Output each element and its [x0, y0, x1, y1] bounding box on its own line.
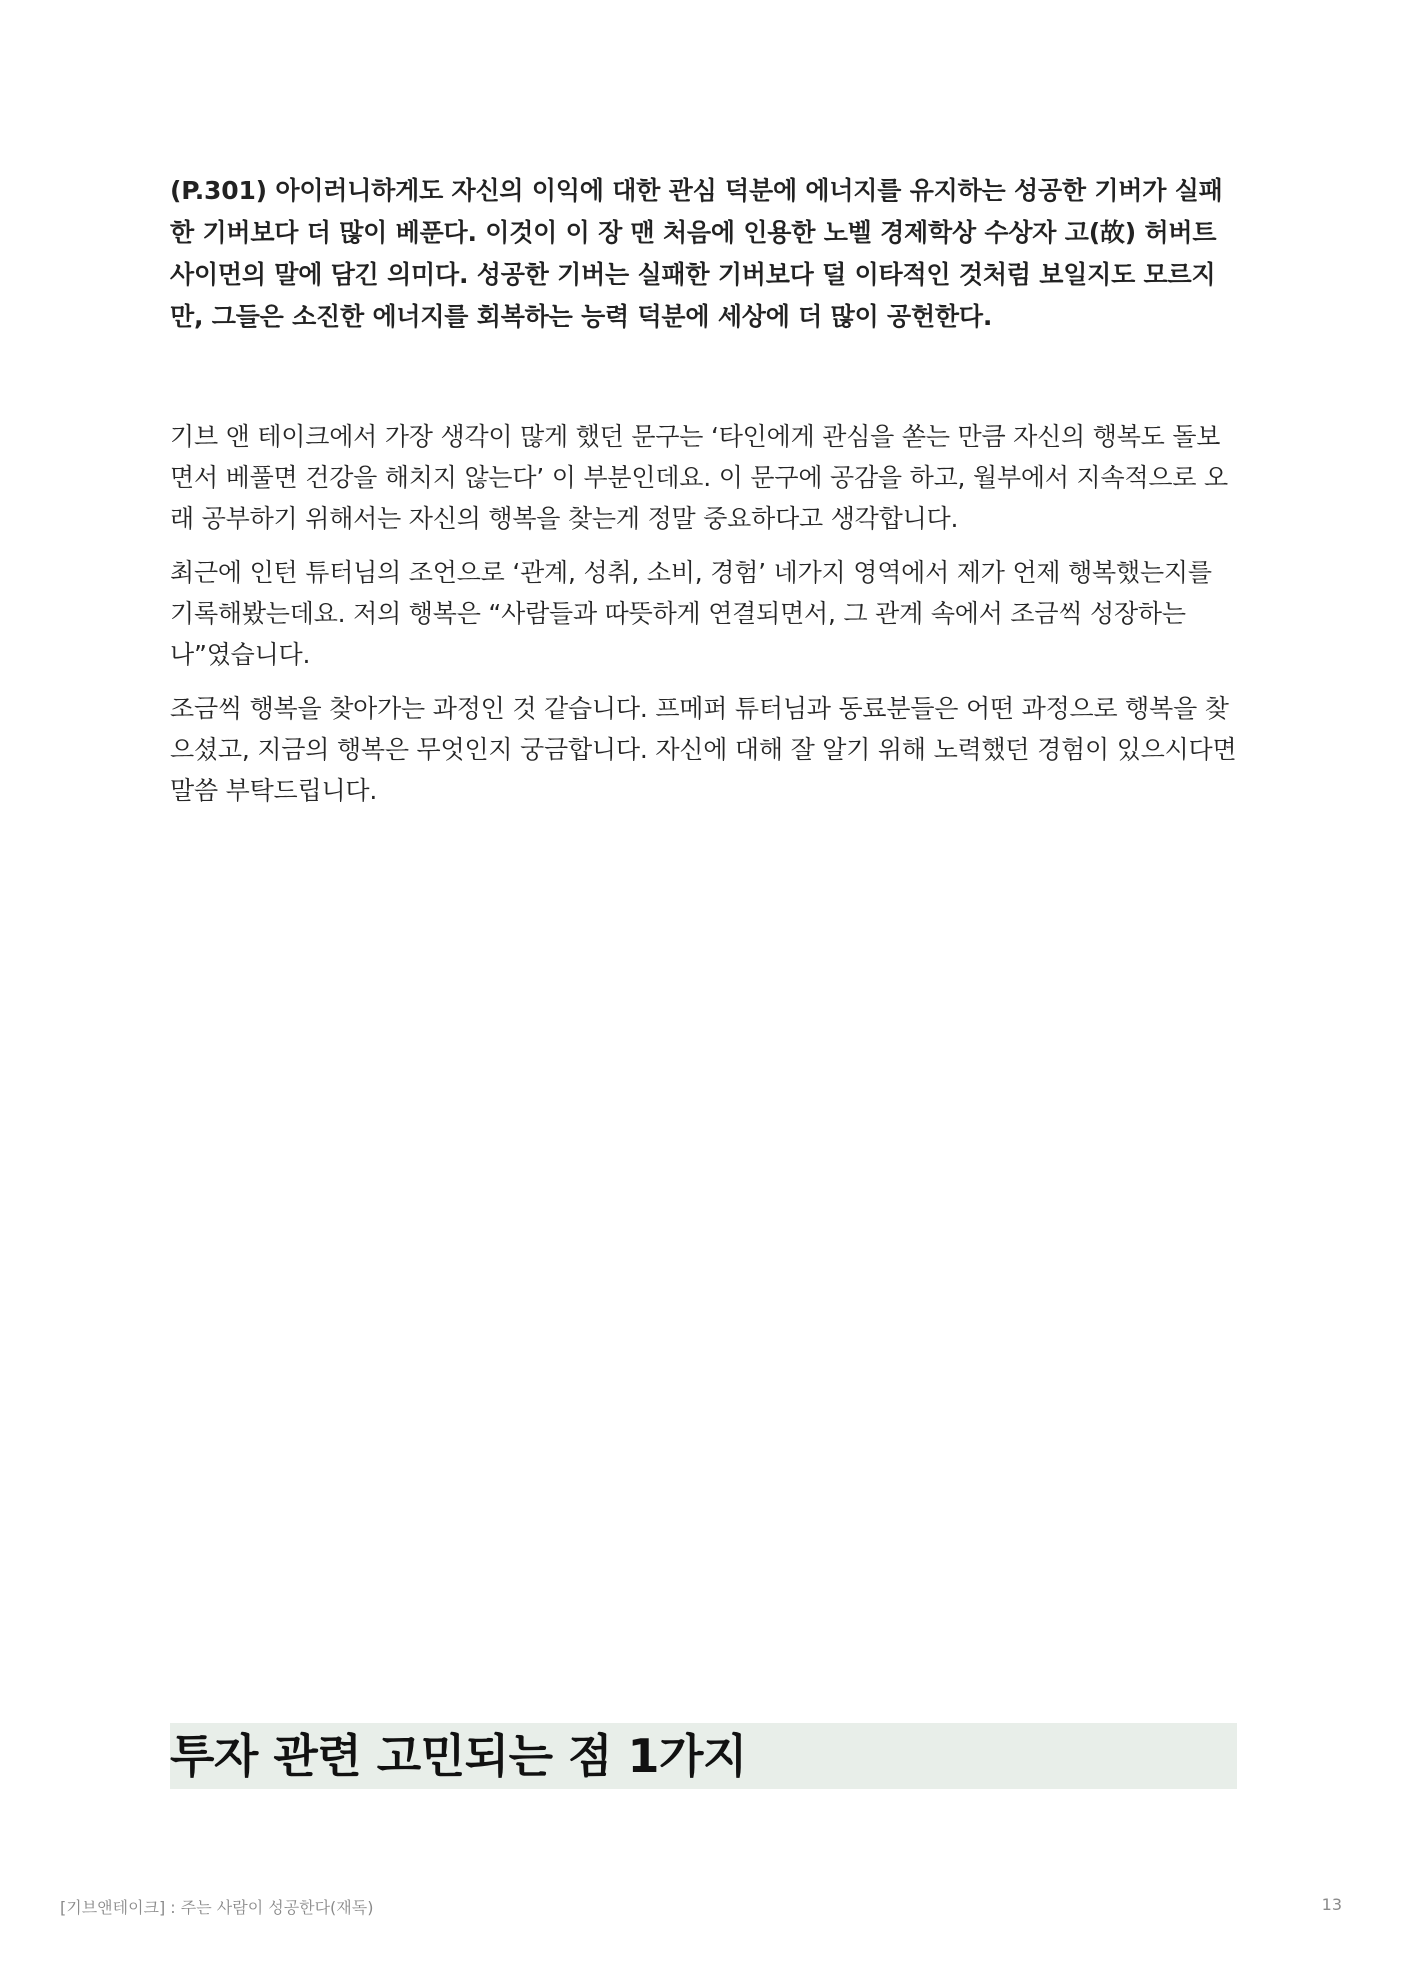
- book-quote: (P.301) 아이러니하게도 자신의 이익에 대한 관심 덕분에 에너지를 유지하는 성공한 기버가 실패한 기버보다 더 많이 베푼다. 이것이 이 장 맨 처음에 인용한 노벨 경제학상 수상자 고(故) 허버트 사이먼의 말에 담긴 의미다. 성공한 기버는 실패한 기버보다 덜 이타적인 것처럼 보일지도 모르지만, 그들은 소진한 에너지를 회복하는 능력 덕분에 세상에 더 많이 공헌한다.: [170, 176, 1223, 331]
- document-body: [170, 170, 1240, 811]
- reflection-paragraph-1: 기브 앤 테이크에서 가장 생각이 많게 했던 문구는 ‘타인에게 관심을 쏟는 만큼 자신의 행복도 돌보면서 베풀면 건강을 해치지 않는다’ 이 부분인데요. 이 문구에 공감을 하고, 월부에서 지속적으로 오래 공부하기 위해서는 자신의 행복을 찾는게 정말 중요하다고 생각합니다.: [170, 422, 1229, 533]
- section-heading: 투자 관련 고민되는 점 1가지: [170, 1729, 747, 1783]
- section-heading-block: [170, 1723, 1237, 1789]
- footer-page-number: 13: [1321, 1895, 1342, 1914]
- footer-document-title: [기브앤테이크] : 주는 사람이 성공한다(재독): [60, 1898, 374, 1917]
- reflection-paragraph-2: 최근에 인턴 튜터님의 조언으로 ‘관계, 성취, 소비, 경험’ 네가지 영역에서 제가 언제 행복했는지를 기록해봤는데요. 저의 행복은 “사람들과 따뜻하게 연결되면서, 그 관계 속에서 조금씩 성장하는 나”였습니다.: [170, 558, 1212, 669]
- reflection-paragraph-3: 조금씩 행복을 찾아가는 과정인 것 같습니다. 프메퍼 튜터님과 동료분들은 어떤 과정으로 행복을 찾으셨고, 지금의 행복은 무엇인지 궁금합니다. 자신에 대해 잘 알기 위해 노력했던 경험이 있으시다면 말씀 부탁드립니다.: [170, 694, 1237, 805]
